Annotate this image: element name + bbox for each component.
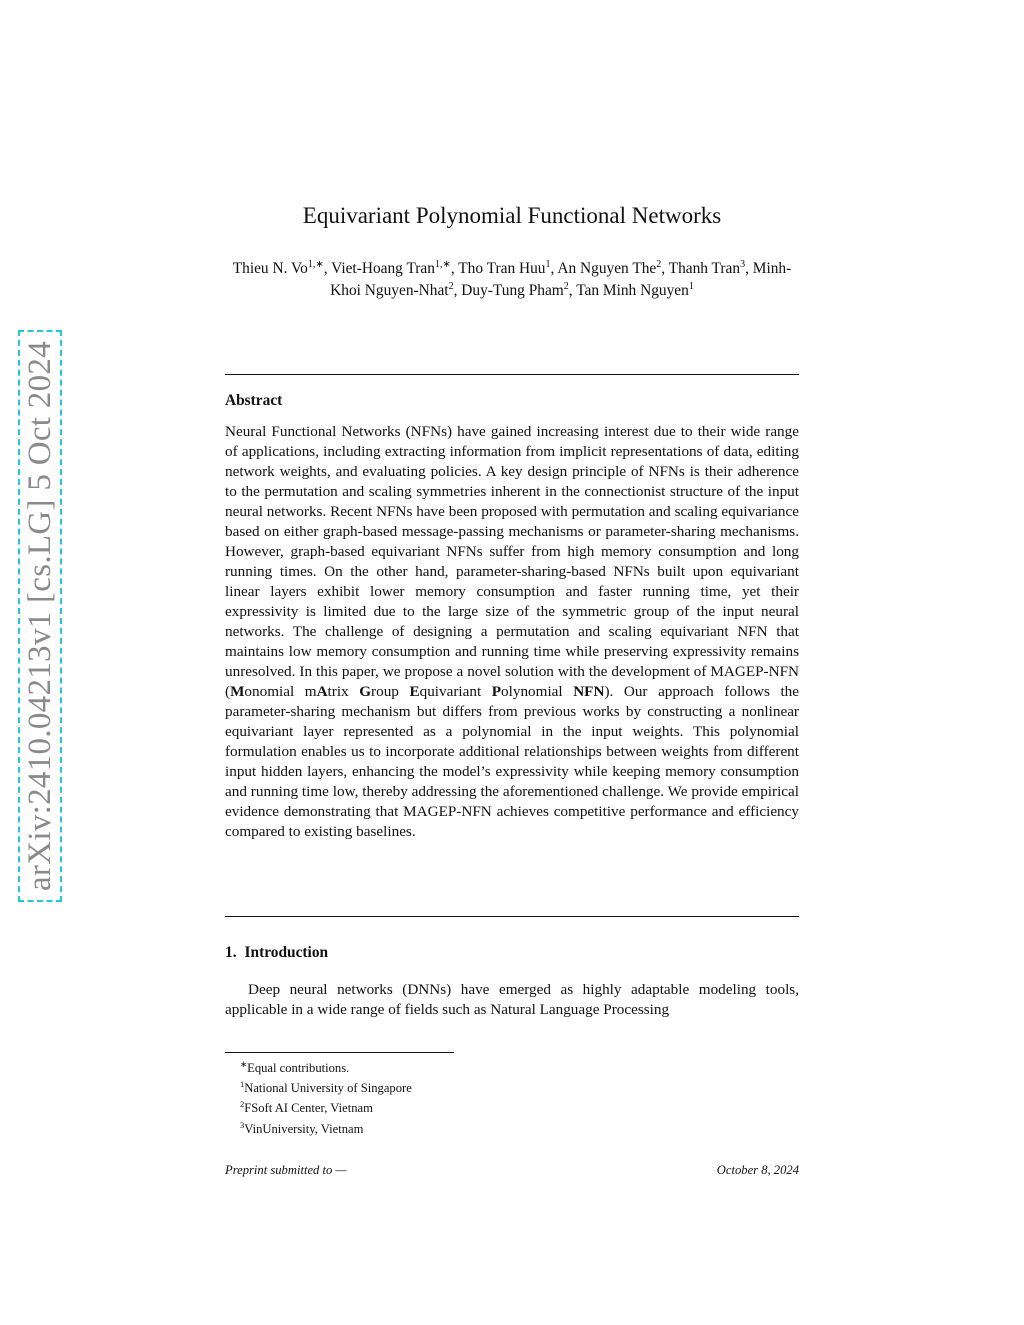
abstract-text-part-2: ). Our approach follows the parameter-sharing mechanism but differs from previous works by constructing a nonlinear equivariant layer represented as a polynomial in the input weights. This polynomial formulation enables us to incorporate additional relationships between weights from different input hidden layers, enhancing the model’s expressivity while keeping memory consumption and running time low, thereby addressing the aforementioned challenge. We provide empirical evidence demonstrating that MAGEP-NFN achieves competitive performance and efficiency compared to existing baselines. (225, 683, 799, 840)
footnote-item (240, 1096, 625, 1116)
section-number: 1. (225, 944, 237, 961)
footnote-rule (225, 1052, 454, 1053)
author-affiliation-mark: 1,∗ (307, 258, 324, 270)
author (461, 282, 576, 299)
footnotes (225, 1056, 625, 1137)
acronym-initial: G (359, 683, 372, 700)
acronym-expansion (230, 683, 604, 700)
footnote-text: FSoft AI Center, Vietnam (244, 1101, 373, 1116)
author (233, 260, 331, 277)
section-heading-introduction (225, 944, 328, 962)
author-affiliation-mark: 2 (448, 280, 454, 292)
author-name: Minh-Khoi Nguyen-Nhat (330, 260, 792, 299)
author-separator: , (745, 260, 753, 277)
acronym-initial: E (409, 683, 420, 700)
footnote-text: Equal contributions. (247, 1061, 350, 1076)
footer-date: October 8, 2024 (716, 1163, 799, 1177)
author-name: Thieu N. Vo (232, 260, 308, 277)
author-name: An Nguyen The (557, 260, 657, 277)
acronym-rest: onomial m (244, 683, 317, 700)
author-name: Thanh Tran (668, 260, 741, 277)
paper-title: Equivariant Polynomial Functional Networks (302, 203, 722, 228)
section-title: Introduction (244, 944, 329, 961)
author-entries (233, 260, 792, 299)
footnote-mark: 3 (240, 1119, 245, 1130)
author-separator: , (568, 282, 577, 299)
acronym-initial: NFN (573, 683, 605, 700)
abstract-heading: Abstract (225, 392, 283, 409)
author-separator: , (453, 282, 462, 299)
author-list (225, 258, 799, 302)
author-affiliation-mark: 1 (545, 258, 551, 270)
footnote-text: VinUniversity, Vietnam (244, 1121, 364, 1136)
arxiv-identifier[interactable]: arXiv:2410.04213v1 [cs.LG] 5 Oct 2024 (21, 341, 58, 892)
author-affiliation-mark: 3 (740, 258, 746, 270)
author-name: Tho Tran Huu (458, 260, 546, 277)
author-separator: , (450, 260, 459, 277)
abstract-body (225, 422, 799, 842)
author (331, 260, 458, 277)
author-affiliation-mark: 2 (656, 258, 662, 270)
abstract-text-part-1: Neural Functional Networks (NFNs) have gained increasing interest due to their wide range of applications, including extracting information from implicit representations of data, editing network weights, and evaluating policies. A key design principle of NFNs is their adherence to the permutation and scaling symmetries inherent in the connectionist structure of the input neural networks. Recent NFNs have been proposed with permutation and scaling equivariance based on either graph-based message-passing mechanisms or parameter-sharing mechanisms. However, graph-based equivariant NFNs suffer from high memory consumption and long running times. On the other hand, parameter-sharing-based NFNs built upon equivariant linear layers exhibit lower memory consumption and faster running time, yet their expressivity is limited due to the large size of the symmetric group of the input neural networks. The challenge of designing a permutation and scaling equivariant NFN that maintains low memory consumption and running time while preserving expressivity remains unresolved. In this paper, we propose a novel solution with the development of MAGEP-NFN ( (225, 423, 799, 700)
acronym-initial: A (316, 683, 328, 700)
author-affiliation-mark: 2 (563, 280, 569, 292)
footer-preprint-note: Preprint submitted to — (225, 1163, 347, 1177)
author (669, 260, 753, 277)
footnote-mark: ∗ (240, 1059, 248, 1069)
author (458, 260, 557, 277)
author-name: Duy-Tung Pham (461, 282, 564, 299)
introduction-paragraph: Deep neural networks (DNNs) have emerged as highly adaptable modeling tools, applicable in a wide range of fields such as Natural Language Processing (225, 981, 799, 1018)
acronym-rest: quivariant (419, 683, 492, 700)
footnote-mark: 1 (240, 1079, 245, 1090)
footnote-text: National University of Singapore (244, 1081, 412, 1096)
author-separator: , (323, 260, 332, 277)
acronym-initial: P (491, 683, 502, 700)
author-affiliation-mark: 1 (688, 280, 694, 292)
footnote-mark: 2 (240, 1099, 245, 1110)
acronym-initial: M (230, 683, 245, 700)
footnote-item (240, 1117, 625, 1137)
footnote-item (240, 1056, 625, 1076)
abstract-top-rule (225, 374, 799, 375)
abstract-bottom-rule (225, 916, 799, 917)
footnote-item (240, 1076, 625, 1096)
author-separator: , (661, 260, 669, 277)
author-separator: , (550, 260, 558, 277)
acronym-rest: roup (371, 683, 410, 700)
acronym-rest: olynomial (501, 683, 574, 700)
author-affiliation-mark: 1,∗ (434, 258, 451, 270)
author-name: Viet-Hoang Tran (331, 260, 435, 277)
author (576, 282, 694, 299)
author-name: Tan Minh Nguyen (576, 282, 689, 299)
author (557, 260, 668, 277)
acronym-rest: trix (327, 683, 360, 700)
